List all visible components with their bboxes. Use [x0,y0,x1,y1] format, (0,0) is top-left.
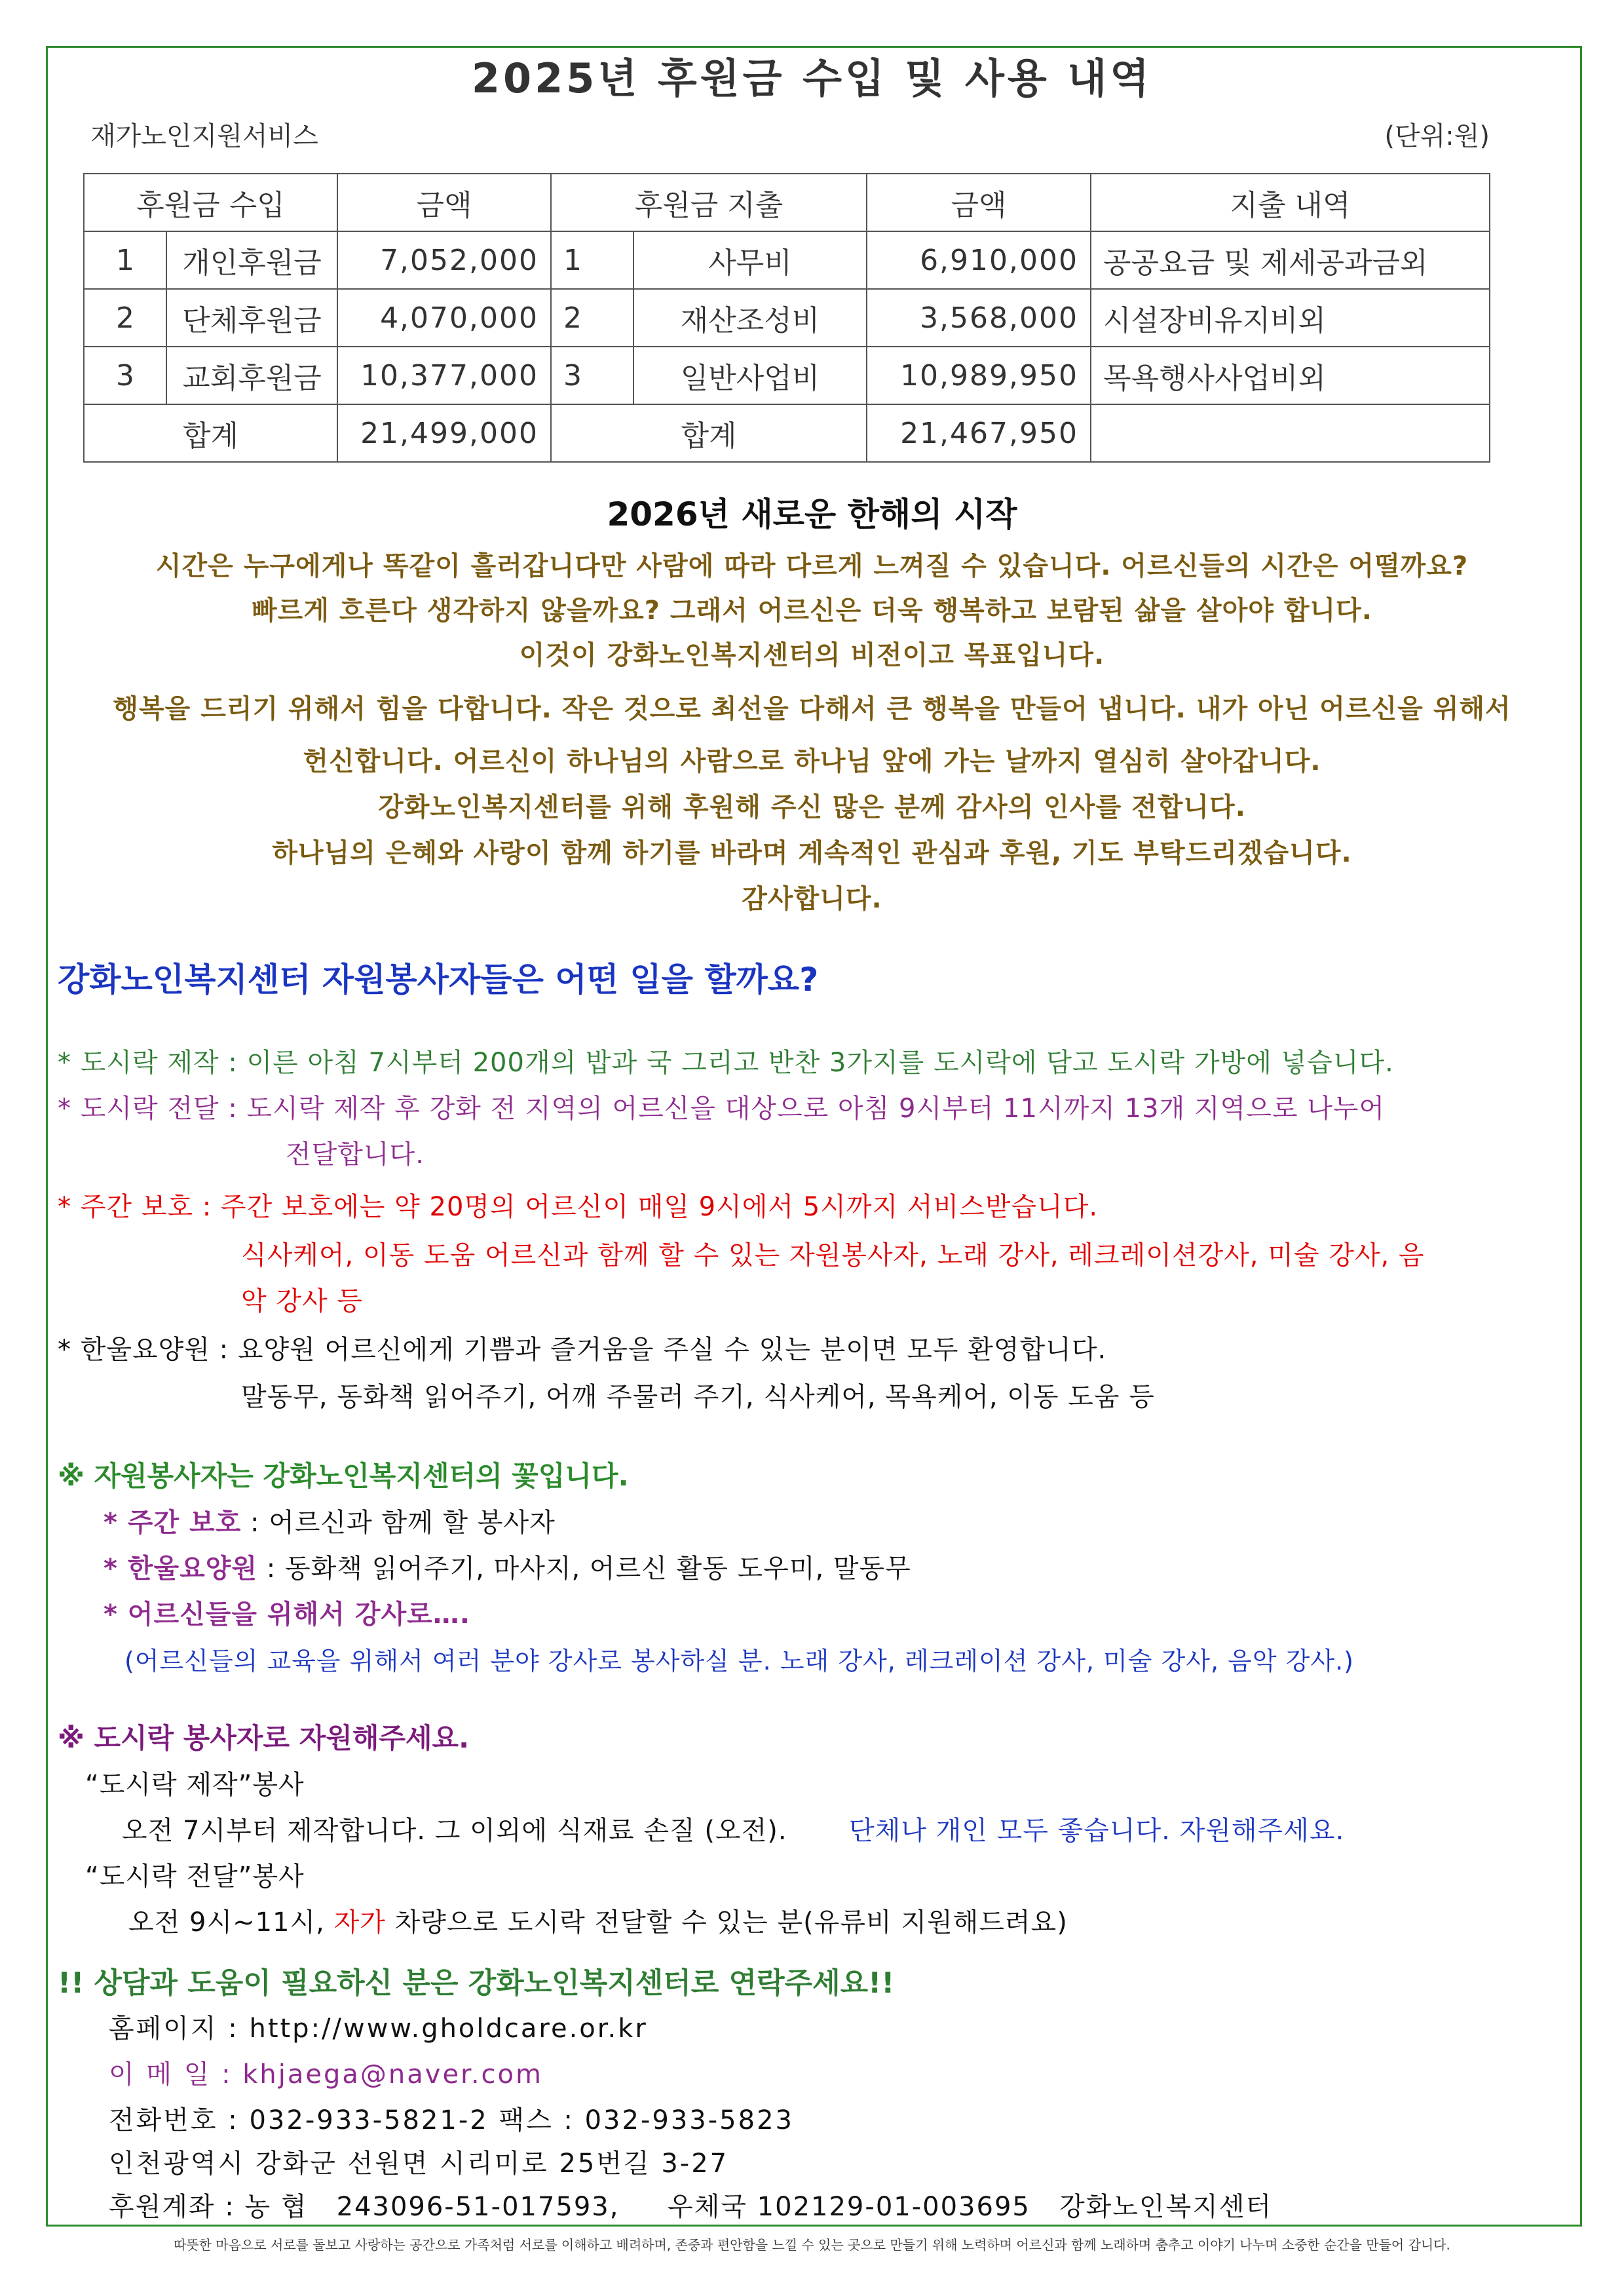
account-line: 후원계좌 : 농 협 243096-51-017593, 우체국 102129-01-003695 강화노인복지센터 [109,2192,1273,2222]
expense-detail: 목욕행사사업비외 [1091,347,1490,404]
deliver-text-b: 자가 [333,1907,386,1938]
table-total-row [84,404,1490,462]
flower-item-text: : 어르신과 함께 할 봉사자 [241,1508,556,1538]
flower-note: (어르신들의 교육을 위해서 여러 분야 강사로 봉사하실 분. 노래 강사, 레크레이션 강사, 미술 강사, 음악 강사.) [124,1647,1354,1675]
table-row [84,231,1490,289]
deliver-text-a: 오전 9시~11시, [128,1907,334,1938]
header-expense: 후원금 지출 [551,174,867,231]
income-name: 교회후원금 [166,347,337,404]
total-expense-label: 합계 [551,404,867,462]
volunteer-item: * 한울요양원 : 요양원 어르신에게 기쁨과 즐거움을 주실 수 있는 분이면 모두 환영합니다. [58,1335,1107,1365]
volunteer-item: 말동무, 동화책 읽어주기, 어깨 주물러 주기, 식사케어, 목욕케어, 이동 도움 등 [241,1382,1155,1412]
message-line: 감사합니다. [742,884,882,914]
flower-item [104,1502,556,1539]
expense-name: 재산조성비 [633,289,867,347]
expense-amount: 6,910,000 [867,231,1091,289]
table-row [84,289,1490,347]
volunteer-question: 강화노인복지센터 자원봉사자들은 어떤 일을 할까요? [58,961,819,999]
message-line: 행복을 드리기 위해서 힘을 다합니다. 작은 것으로 최선을 다해서 큰 행복을 만들어 냅니다. 내가 아닌 어르신을 위해서 [113,694,1511,724]
income-amount: 10,377,000 [337,347,551,404]
lunchbox-make-note: 단체나 개인 모두 좋습니다. 자원해주세요. [849,1816,1345,1846]
message-line: 빠르게 흐른다 생각하지 않을까요? 그래서 어르신은 더욱 행복하고 보람된 삶을 살아야 합니다. [252,596,1372,626]
table-header-row [84,174,1490,231]
header-expense-amount: 금액 [867,174,1091,231]
finance-table [83,173,1490,463]
expense-amount: 3,568,000 [867,289,1091,347]
contact-heading: !! 상담과 도움이 필요하신 분은 강화노인복지센터로 연락주세요!! [58,1966,895,2000]
header-expense-detail: 지출 내역 [1091,174,1490,231]
income-name: 단체후원금 [166,289,337,347]
message-line: 하나님의 은혜와 사랑이 함께 하기를 바라며 계속적인 관심과 후원, 기도 부탁드리겠습니다. [272,838,1352,868]
volunteer-item: 식사케어, 이동 도움 어르신과 함께 할 수 있는 자원봉사자, 노래 강사, 레크레이션강사, 미술 강사, 음 [241,1240,1425,1271]
expense-name: 사무비 [633,231,867,289]
expense-amount: 10,989,950 [867,347,1091,404]
org-name: 재가노인지원서비스 [90,121,318,151]
income-amount: 4,070,000 [337,289,551,347]
expense-name: 일반사업비 [633,347,867,404]
message-line: 헌신합니다. 어르신이 하나님의 사람으로 하나님 앞에 가는 날까지 열심히 살아갑니다. [303,746,1321,776]
homepage-line: 홈페이지 : http://www.gholdcare.or.kr [109,2014,648,2044]
flower-item-label: * 한울요양원 [104,1554,258,1584]
volunteer-item: 전달합니다. [286,1139,425,1170]
expense-detail: 공공요금 및 제세공과금외 [1091,231,1490,289]
header-income: 후원금 수입 [84,174,337,231]
address-line: 인천광역시 강화군 선원면 시리미로 25번길 3-27 [109,2149,729,2179]
message-line: 시간은 누구에게나 똑같이 흘러갑니다만 사람에 따라 다르게 느껴질 수 있습니다. 어르신들의 시간은 어떨까요? [155,551,1469,581]
lunchbox-heading: ※ 도시락 봉사자로 자원해주세요. [58,1722,470,1754]
new-year-heading: 2026년 새로운 한해의 시작 [607,495,1017,533]
income-amount: 7,052,000 [337,231,551,289]
header-income-amount: 금액 [337,174,551,231]
footer-text: 따뜻한 마음으로 서로를 돌보고 사랑하는 공간으로 가족처럼 서로를 이해하고 배려하며, 존중과 편안함을 느낄 수 있는 곳으로 만들기 위해 노력하며 어르신과 함께 노래하며 춤추고 이야기 나누며 소중한 순간을 만들어 갑니다. [174,2237,1450,2253]
flower-heading: ※ 자원봉사자는 강화노인복지센터의 꽃입니다. [58,1460,629,1492]
lunchbox-make-label: “도시락 제작”봉사 [85,1770,305,1800]
income-no: 1 [84,231,166,289]
expense-no: 3 [551,347,633,404]
lunchbox-deliver-label: “도시락 전달”봉사 [85,1862,305,1892]
empty-cell [1091,404,1490,462]
email-line: 이 메 일 : khjaega@naver.com [109,2059,543,2090]
deliver-text-c: 차량으로 도시락 전달할 수 있는 분(유류비 지원해드려요) [385,1907,1068,1938]
table-row [84,347,1490,404]
income-name: 개인후원금 [166,231,337,289]
lunchbox-make-text: 오전 7시부터 제작합니다. 그 이외에 식재료 손질 (오전). [122,1816,787,1846]
total-income-label: 합계 [84,404,337,462]
income-no: 2 [84,289,166,347]
income-no: 3 [84,347,166,404]
page-title: 2025년 후원금 수입 및 사용 내역 [471,54,1153,102]
phone-line: 전화번호 : 032-933-5821-2 팩스 : 032-933-5823 [109,2105,794,2135]
flower-item-text: : 동화책 읽어주기, 마사지, 어르신 활동 도우미, 말동무 [257,1554,911,1584]
volunteer-item: 악 강사 등 [241,1286,363,1316]
flower-item: * 어르신들을 위해서 강사로…. [104,1599,470,1630]
expense-detail: 시설장비유지비외 [1091,289,1490,347]
expense-no: 1 [551,231,633,289]
flower-item-label: * 주간 보호 [104,1508,242,1538]
volunteer-item: * 도시락 제작 : 이른 아침 7시부터 200개의 밥과 국 그리고 반찬 3가지를 도시락에 담고 도시락 가방에 넣습니다. [58,1048,1394,1078]
unit-label: (단위:원) [1384,121,1490,151]
total-expense: 21,467,950 [867,404,1091,462]
lunchbox-deliver-text [128,1902,1068,1939]
message-line: 이것이 강화노인복지센터의 비전이고 목표입니다. [519,640,1105,670]
flower-item [104,1548,911,1585]
volunteer-item: * 도시락 전달 : 도시락 제작 후 강화 전 지역의 어르신을 대상으로 아침 9시부터 11시까지 13개 지역으로 나누어 [58,1094,1386,1124]
volunteer-item: * 주간 보호 : 주간 보호에는 약 20명의 어르신이 매일 9시에서 5시까지 서비스받습니다. [58,1192,1099,1222]
total-income: 21,499,000 [337,404,551,462]
expense-no: 2 [551,289,633,347]
message-line: 강화노인복지센터를 위해 후원해 주신 많은 분께 감사의 인사를 전합니다. [378,792,1246,822]
